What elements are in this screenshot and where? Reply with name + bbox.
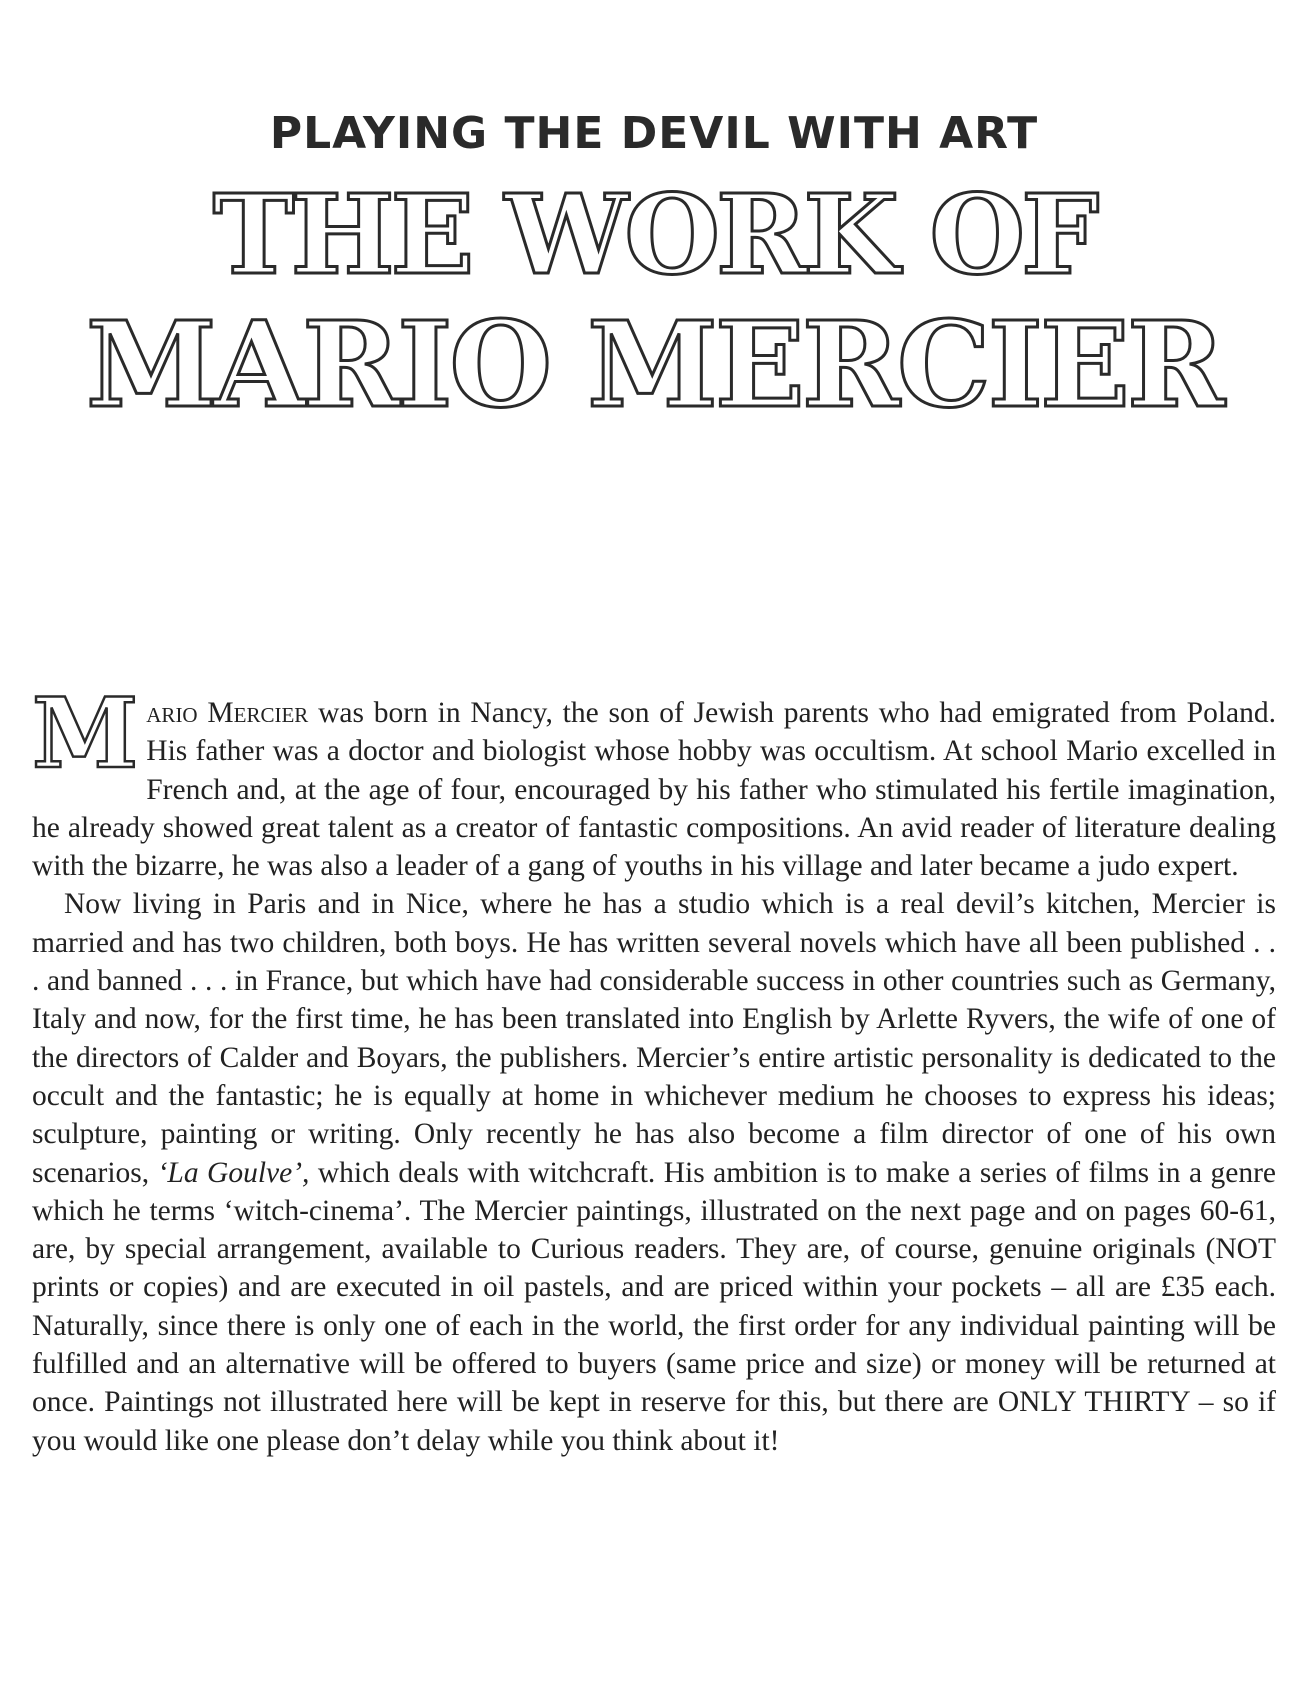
drop-cap: M — [32, 677, 139, 790]
paragraph-2 — [32, 885, 1276, 1459]
film-title: ‘La Goulve’, — [157, 1156, 310, 1189]
article-body — [32, 677, 1277, 1460]
paragraph-2-text-b: which deals with witchcraft. His ambition is to make a series of films in a genre which he terms ‘witch-cinema’. The Mercier paintings, illustrated on the next page and on pages 60-61, are, by special arrangement, available to Curious readers. They are, of course, genuine originals (NOT prints or copies) and are executed in oil pastels, and are priced within your pockets – all are £35 each. Naturally, since there is only one of each in the world, the first order for any individual painting will be fulfilled and an alternative will be offered to buyers (same price and size) or money will be returned at once. Paintings not illustrated here will be kept in reserve for this, but there are ONLY THIRTY – so if you would like one please don’t delay while you think about it! — [32, 1156, 1276, 1457]
title-line-1: THE WORK OF — [212, 170, 1096, 299]
title-line-2: MARIO MERCIER — [85, 295, 1223, 434]
kicker-heading: PLAYING THE DEVIL WITH ART — [269, 108, 1039, 159]
lead-name: ario Mercier — [146, 697, 309, 729]
paragraph-1-text: was born in Nancy, the son of Jewish parents who had emigrated from Poland. His father was a doctor and biologist whose hobby was occultism. At school Mario excelled in French and, at the age of four, encouraged by his father who stimulated his fertile imagination, he already showed great talent as a creator of fantastic compositions. An avid reader of literature dealing with the bizarre, he was also a leader of a gang of youths in his village and later became a judo expert. — [32, 697, 1277, 883]
paragraph-1 — [32, 677, 1277, 885]
paragraph-2-text-a: Now living in Paris and in Nice, where he has a studio which is a real devil’s kitchen, Mercier is married and has two children, both boys. He has written several novels which have all been published . . . and banned . . . in France, but which have had considerable success in other countries such as Germany, Italy and now, for the first time, he has been translated into English by Arlette Ryvers, the wife of one of the directors of Calder and Boyars, the publishers. Mercier’s entire artistic personality is dedicated to the occult and the fantastic; he is equally at home in whichever medium he chooses to express his ideas; sculpture, painting or writing. Only recently he has also become a film director of one of his own scenarios, — [32, 888, 1276, 1189]
